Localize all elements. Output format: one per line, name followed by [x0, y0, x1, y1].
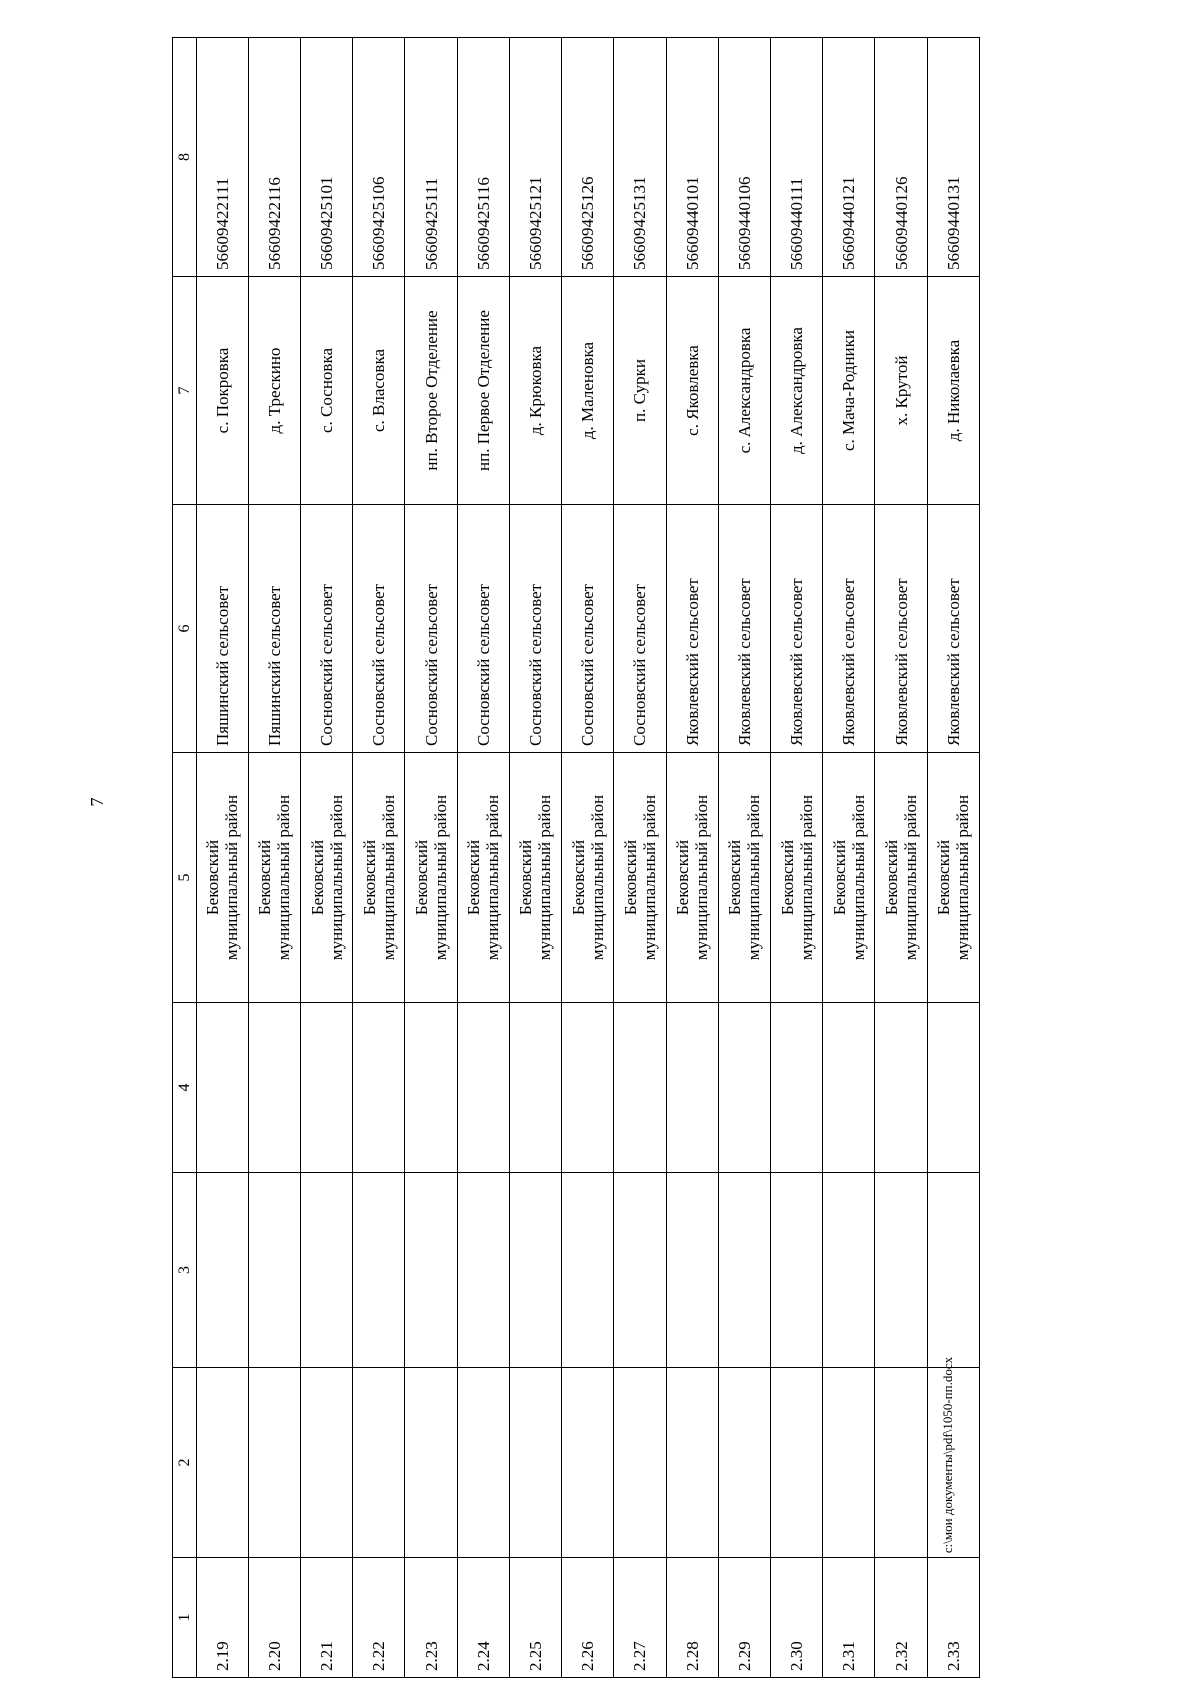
- empty-cell-col2: [770, 1368, 822, 1558]
- selsovet-cell: Яковлевский сельсовет: [718, 505, 770, 753]
- table-row: [770, 38, 822, 1678]
- empty-cell-col4: [457, 1003, 509, 1173]
- empty-cell-col4: [823, 1003, 875, 1173]
- oktmo-code-cell: 56609440101: [666, 38, 718, 277]
- table-row: [614, 38, 666, 1678]
- district-type-line: муниципальный район: [326, 794, 346, 961]
- empty-cell-col3: [562, 1173, 614, 1368]
- empty-cell-col3: [666, 1173, 718, 1368]
- table-row: [353, 38, 405, 1678]
- settlement-cell: с. Александровка: [718, 277, 770, 505]
- empty-cell-col2: [196, 1368, 248, 1558]
- selsovet-cell: Сосновский сельсовет: [457, 505, 509, 753]
- oktmo-code-cell: 56609425101: [300, 38, 352, 277]
- table-body: [173, 38, 980, 1678]
- district-cell: [509, 753, 561, 1003]
- district-name-line: Бековский: [568, 839, 588, 916]
- district-name-line: Бековский: [620, 839, 640, 916]
- oktmo-code-cell: 56609440111: [770, 38, 822, 277]
- empty-cell-col4: [300, 1003, 352, 1173]
- selsovet-cell: Яковлевский сельсовет: [823, 505, 875, 753]
- district-name-line: Бековский: [464, 839, 484, 916]
- district-cell: [666, 753, 718, 1003]
- empty-cell-col4: [562, 1003, 614, 1173]
- selsovet-cell: Сосновский сельсовет: [562, 505, 614, 753]
- district-name-line: Бековский: [359, 839, 379, 916]
- row-number-cell: 2.27: [614, 1558, 666, 1678]
- empty-cell-col2: [562, 1368, 614, 1558]
- empty-cell-col4: [405, 1003, 457, 1173]
- table-row: [196, 38, 248, 1678]
- table-row: [562, 38, 614, 1678]
- selsovet-cell: Яковлевский сельсовет: [666, 505, 718, 753]
- oktmo-code-cell: 56609440121: [823, 38, 875, 277]
- settlement-cell: с. Покровка: [196, 277, 248, 505]
- empty-cell-col4: [353, 1003, 405, 1173]
- district-name-line: Бековский: [829, 839, 849, 916]
- district-type-line: муниципальный район: [796, 794, 816, 961]
- empty-cell-col4: [614, 1003, 666, 1173]
- district-name-line: Бековский: [307, 839, 327, 916]
- table-row: [405, 38, 457, 1678]
- row-number-cell: 2.33: [927, 1558, 979, 1678]
- empty-cell-col4: [875, 1003, 927, 1173]
- table-row: [248, 38, 300, 1678]
- district-cell: [457, 753, 509, 1003]
- oktmo-code-cell: 56609425116: [457, 38, 509, 277]
- district-cell: [196, 753, 248, 1003]
- selsovet-cell: Пяшинский сельсовет: [196, 505, 248, 753]
- oktmo-code-cell: 56609440106: [718, 38, 770, 277]
- settlement-cell: х. Крутой: [875, 277, 927, 505]
- empty-cell-col2: [875, 1368, 927, 1558]
- settlement-cell: д. Александровка: [770, 277, 822, 505]
- district-type-line: муниципальный район: [587, 794, 607, 961]
- empty-cell-col3: [457, 1173, 509, 1368]
- empty-cell-col3: [300, 1173, 352, 1368]
- empty-cell-col3: [614, 1173, 666, 1368]
- row-number-cell: 2.30: [770, 1558, 822, 1678]
- empty-cell-col3: [509, 1173, 561, 1368]
- empty-cell-col3: [353, 1173, 405, 1368]
- district-cell: [562, 753, 614, 1003]
- empty-cell-col2: [823, 1368, 875, 1558]
- selsovet-cell: Яковлевский сельсовет: [927, 505, 979, 753]
- district-name-line: Бековский: [934, 839, 954, 916]
- row-number-cell: 2.29: [718, 1558, 770, 1678]
- table-row: [666, 38, 718, 1678]
- table-row: [300, 38, 352, 1678]
- oktmo-code-cell: 56609440131: [927, 38, 979, 277]
- empty-cell-col3: [875, 1173, 927, 1368]
- table-row: [875, 38, 927, 1678]
- header-cell-5: 5: [173, 753, 197, 1003]
- empty-cell-col3: [405, 1173, 457, 1368]
- row-number-cell: 2.23: [405, 1558, 457, 1678]
- header-cell-7: 7: [173, 277, 197, 505]
- district-cell: [927, 753, 979, 1003]
- empty-cell-col3: [770, 1173, 822, 1368]
- row-number-cell: 2.20: [248, 1558, 300, 1678]
- district-name-line: Бековский: [412, 839, 432, 916]
- settlement-cell: д. Трескино: [248, 277, 300, 505]
- settlements-table: [172, 37, 980, 1678]
- district-cell: [405, 753, 457, 1003]
- empty-cell-col2: [405, 1368, 457, 1558]
- settlement-cell: с. Сосновка: [300, 277, 352, 505]
- header-cell-2: 2: [173, 1368, 197, 1558]
- oktmo-code-cell: 56609425126: [562, 38, 614, 277]
- footer-file-path: c:\мои документы\pdf\1050-пп.docx: [940, 1356, 955, 1554]
- district-type-line: муниципальный район: [744, 794, 764, 961]
- row-number-cell: 2.22: [353, 1558, 405, 1678]
- empty-cell-col2: [666, 1368, 718, 1558]
- empty-cell-col2: [248, 1368, 300, 1558]
- table-row: [823, 38, 875, 1678]
- district-cell: [718, 753, 770, 1003]
- district-type-line: муниципальный район: [848, 794, 868, 961]
- rotated-table-frame: [172, 38, 980, 1678]
- district-name-line: Бековский: [725, 839, 745, 916]
- page-number: 7: [87, 797, 107, 807]
- empty-cell-col3: [248, 1173, 300, 1368]
- empty-cell-col3: [823, 1173, 875, 1368]
- empty-cell-col2: [509, 1368, 561, 1558]
- table-header-row: [173, 38, 197, 1678]
- district-type-line: муниципальный район: [431, 794, 451, 961]
- settlement-cell: д. Николаевка: [927, 277, 979, 505]
- oktmo-code-cell: 56609422116: [248, 38, 300, 277]
- empty-cell-col4: [248, 1003, 300, 1173]
- oktmo-code-cell: 56609422111: [196, 38, 248, 277]
- row-number-cell: 2.25: [509, 1558, 561, 1678]
- district-type-line: муниципальный район: [639, 794, 659, 961]
- empty-cell-col2: [718, 1368, 770, 1558]
- row-number-cell: 2.21: [300, 1558, 352, 1678]
- header-cell-1: 1: [173, 1558, 197, 1678]
- table-row: [509, 38, 561, 1678]
- row-number-cell: 2.19: [196, 1558, 248, 1678]
- district-cell: [300, 753, 352, 1003]
- district-name-line: Бековский: [673, 839, 693, 916]
- empty-cell-col3: [718, 1173, 770, 1368]
- header-cell-4: 4: [173, 1003, 197, 1173]
- district-name-line: Бековский: [882, 839, 901, 916]
- selsovet-cell: Сосновский сельсовет: [405, 505, 457, 753]
- district-type-line: муниципальный район: [901, 794, 920, 961]
- empty-cell-col2: [300, 1368, 352, 1558]
- settlement-cell: нп. Первое Отделение: [457, 277, 509, 505]
- empty-cell-col4: [509, 1003, 561, 1173]
- district-type-line: муниципальный район: [274, 794, 294, 961]
- empty-cell-col2: [614, 1368, 666, 1558]
- district-type-line: муниципальный район: [953, 794, 973, 961]
- header-cell-8: 8: [173, 38, 197, 277]
- settlement-cell: д. Маленовка: [562, 277, 614, 505]
- empty-cell-col4: [718, 1003, 770, 1173]
- row-number-cell: 2.26: [562, 1558, 614, 1678]
- district-name-line: Бековский: [203, 839, 223, 916]
- selsovet-cell: Пяшинский сельсовет: [248, 505, 300, 753]
- district-type-line: муниципальный район: [692, 794, 712, 961]
- row-number-cell: 2.31: [823, 1558, 875, 1678]
- district-cell: [770, 753, 822, 1003]
- settlement-cell: д. Крюковка: [509, 277, 561, 505]
- district-type-line: муниципальный район: [222, 794, 242, 961]
- oktmo-code-cell: 56609425111: [405, 38, 457, 277]
- table-row: [718, 38, 770, 1678]
- selsovet-cell: Сосновский сельсовет: [509, 505, 561, 753]
- selsovet-cell: Сосновский сельсовет: [353, 505, 405, 753]
- header-cell-6: 6: [173, 505, 197, 753]
- selsovet-cell: Яковлевский сельсовет: [875, 505, 927, 753]
- selsovet-cell: Сосновский сельсовет: [614, 505, 666, 753]
- empty-cell-col3: [196, 1173, 248, 1368]
- header-cell-3: 3: [173, 1173, 197, 1368]
- district-name-line: Бековский: [516, 839, 536, 916]
- empty-cell-col4: [927, 1003, 979, 1173]
- empty-cell-col2: [457, 1368, 509, 1558]
- oktmo-code-cell: 56609440126: [875, 38, 927, 277]
- district-cell: [614, 753, 666, 1003]
- selsovet-cell: Сосновский сельсовет: [300, 505, 352, 753]
- settlement-cell: с. Власовка: [353, 277, 405, 505]
- district-cell: [353, 753, 405, 1003]
- district-cell: [875, 753, 927, 1003]
- district-cell: [823, 753, 875, 1003]
- district-name-line: Бековский: [255, 839, 275, 916]
- district-cell: [248, 753, 300, 1003]
- settlement-cell: п. Сурки: [614, 277, 666, 505]
- row-number-cell: 2.28: [666, 1558, 718, 1678]
- row-number-cell: 2.24: [457, 1558, 509, 1678]
- district-type-line: муниципальный район: [483, 794, 503, 961]
- row-number-cell: 2.32: [875, 1558, 927, 1678]
- settlement-cell: с. Мача-Родники: [823, 277, 875, 505]
- oktmo-code-cell: 56609425121: [509, 38, 561, 277]
- empty-cell-col2: [353, 1368, 405, 1558]
- district-name-line: Бековский: [777, 839, 797, 916]
- selsovet-cell: Яковлевский сельсовет: [770, 505, 822, 753]
- settlement-cell: нп. Второе Отделение: [405, 277, 457, 505]
- settlement-cell: с. Яковлевка: [666, 277, 718, 505]
- empty-cell-col4: [666, 1003, 718, 1173]
- empty-cell-col4: [770, 1003, 822, 1173]
- table-row: [457, 38, 509, 1678]
- district-type-line: муниципальный район: [535, 794, 555, 961]
- empty-cell-col4: [196, 1003, 248, 1173]
- district-type-line: муниципальный район: [378, 794, 398, 961]
- oktmo-code-cell: 56609425106: [353, 38, 405, 277]
- oktmo-code-cell: 56609425131: [614, 38, 666, 277]
